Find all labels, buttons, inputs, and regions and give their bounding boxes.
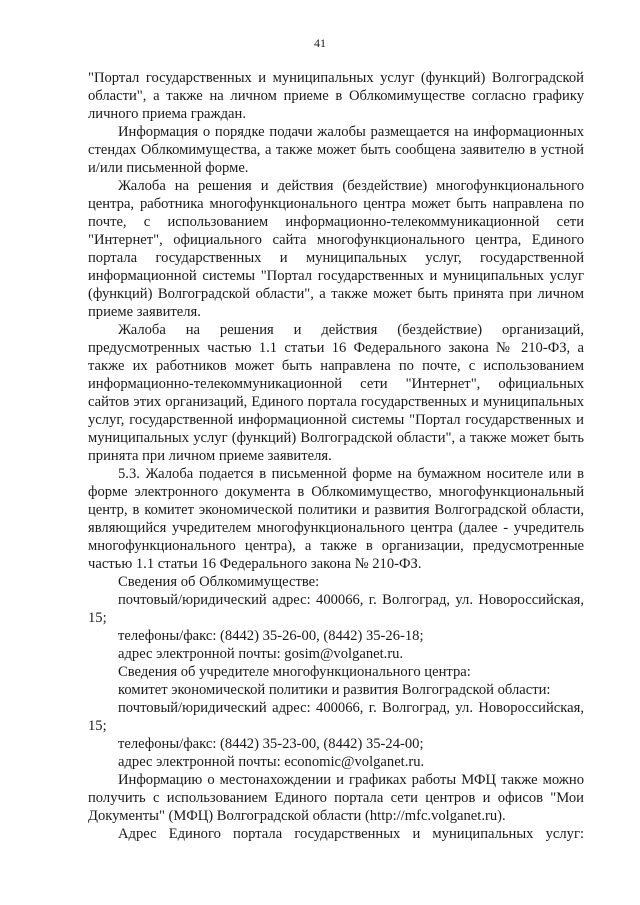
paragraph-oblkomimushchestvo-phones: телефоны/факс: (8442) 35-26-00, (8442) 35-26-18;	[118, 628, 424, 644]
paragraph-mfc-location-info: Информацию о местонахождении и графиках работы МФЦ также можно получить с использованием Единого портала сети центров и офисов "Мои Документы" (МФЦ) Волгоградской области (http://mfc.volganet.ru).	[88, 772, 584, 824]
paragraph-complaint-info: Информация о порядке подачи жалобы размещается на информационных стендах Облкомимущества, а также может быть сообщена заявителю в устной и/или письменной форме.	[88, 124, 584, 176]
paragraph-founder-phones: телефоны/факс: (8442) 35-23-00, (8442) 35-24-00;	[118, 736, 424, 752]
paragraph-founder-email: адрес электронной почты: economic@volganet.ru.	[118, 754, 425, 770]
paragraph-oblkomimushchestvo-email: адрес электронной почты: gosim@volganet.ru.	[118, 646, 404, 662]
paragraph-portal-continuation: "Портал государственных и муниципальных услуг (функций) Волгоградской области", а также на личном приеме в Облкомимуществе согласно графику личного приема граждан.	[88, 70, 584, 122]
paragraph-founder-address: почтовый/юридический адрес: 400066, г. Волгоград, ул. Новороссийская, 15;	[88, 700, 584, 734]
document-body	[88, 69, 584, 843]
paragraph-section-5-3: 5.3. Жалоба подается в письменной форме на бумажном носителе или в форме электронного документа в Облкомимущество, многофункциональный центр, в комитет экономической политики и развития Волгоградской области, являющийся учредителем многофункционального центра (далее - учредитель многофункционального центра), а также в организации, предусмотренные частью 1.1 статьи 16 Федерального закона № 210-ФЗ.	[88, 466, 584, 572]
paragraph-organizations-complaint: Жалоба на решения и действия (бездействие) организаций, предусмотренных частью 1.1 статьи 16 Федерального закона № 210-ФЗ, а также их работников может быть направлена по почте, с использованием информационно-телекоммуникационной сети "Интернет", официальных сайтов этих организаций, Единого портала государственных и муниципальных услуг, государственной информационной системы "Портал государственных и муниципальных услуг (функций) Волгоградской области", а также может быть принята при личном приеме заявителя.	[88, 322, 584, 464]
paragraph-oblkomimushchestvo-info-heading: Сведения об Облкомимуществе:	[118, 574, 320, 590]
paragraph-founder-name: комитет экономической политики и развития Волгоградской области:	[118, 682, 551, 698]
paragraph-portal-address: Адрес Единого портала государственных и муниципальных услуг:	[118, 826, 584, 842]
paragraph-oblkomimushchestvo-address: почтовый/юридический адрес: 400066, г. Волгоград, ул. Новороссийская, 15;	[88, 592, 584, 626]
page-number: 41	[314, 36, 326, 50]
paragraph-founder-info-heading: Сведения об учредителе многофункционального центра:	[118, 664, 471, 680]
paragraph-mfc-complaint: Жалоба на решения и действия (бездействие) многофункционального центра, работника многофункционального центра может быть направлена по почте, с использованием информационно-телекоммуникационной сети "Интернет", официального сайта многофункционального центра, Единого портала государственных и муниципальных услуг, государственной информационной системы "Портал государственных и муниципальных услуг (функций) Волгоградской области", а также может быть принята при личном приеме заявителя.	[88, 178, 584, 320]
